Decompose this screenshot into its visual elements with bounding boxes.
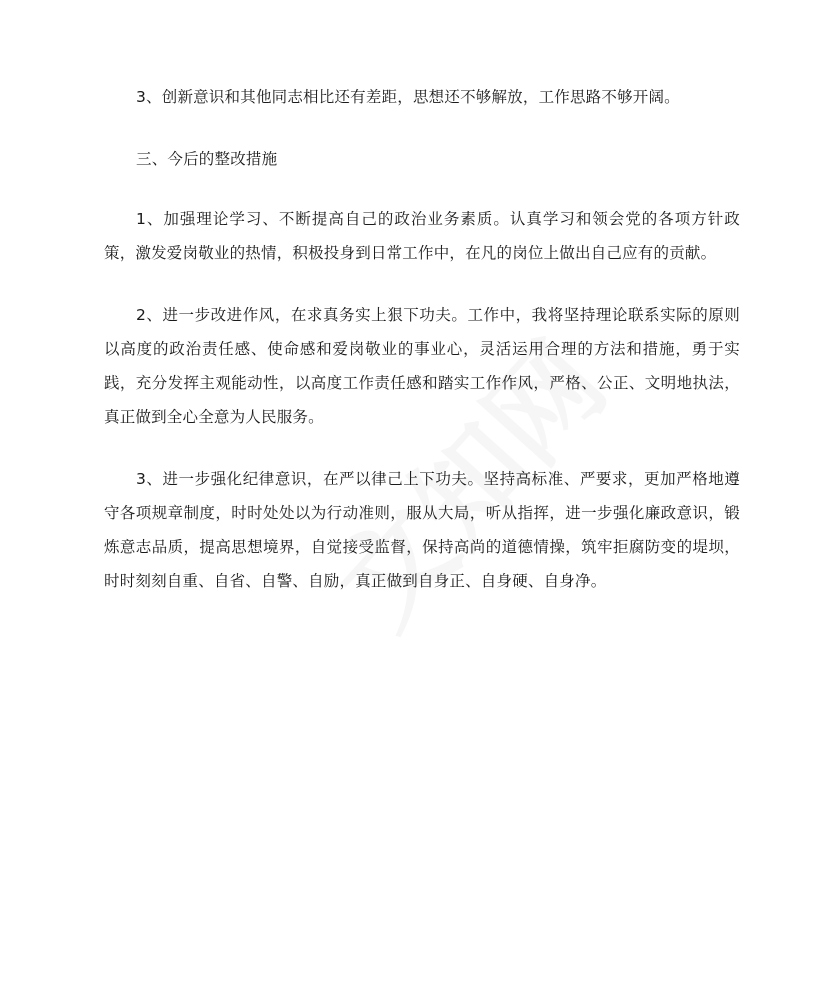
paragraph-work-style: 2、进一步改进作风，在求真务实上狠下功夫。工作中，我将坚持理论联系实际的原则以高度的政治责任感、使命感和爱岗敬业的事业心，灵活运用合理的方法和措施，勇于实践，充分发挥主观能动性，以高度工作责任感和踏实工作作风，严格、公正、文明地执法，真正做到全心全意为人民服务。 xyxy=(104,306,740,426)
section-heading-rectification: 三、今后的整改措施 xyxy=(136,150,278,168)
paragraph-theory-study: 1、加强理论学习、不断提高自己的政治业务素质。认真学习和领会党的各项方针政策，激发爱岗敬业的热情，积极投身到日常工作中，在凡的岗位上做出自己应有的贡献。 xyxy=(104,210,740,262)
document-body xyxy=(104,80,740,626)
paragraph-discipline: 3、进一步强化纪律意识，在严以律己上下功夫。坚持高标准、严要求，更加严格地遵守各项规章制度，时时处处以为行动准则，服从大局，听从指挥，进一步强化廉政意识，锻炼意志品质，提高思想境界，自觉接受监督，保持高尚的道德情操，筑牢拒腐防变的堤坝，时时刻刻自重、自省、自警、自励，真正做到自身正、自身硬、自身净。 xyxy=(104,470,740,590)
paragraph-innovation-gap: 3、创新意识和其他同志相比还有差距，思想还不够解放，工作思路不够开阔。 xyxy=(136,88,680,106)
